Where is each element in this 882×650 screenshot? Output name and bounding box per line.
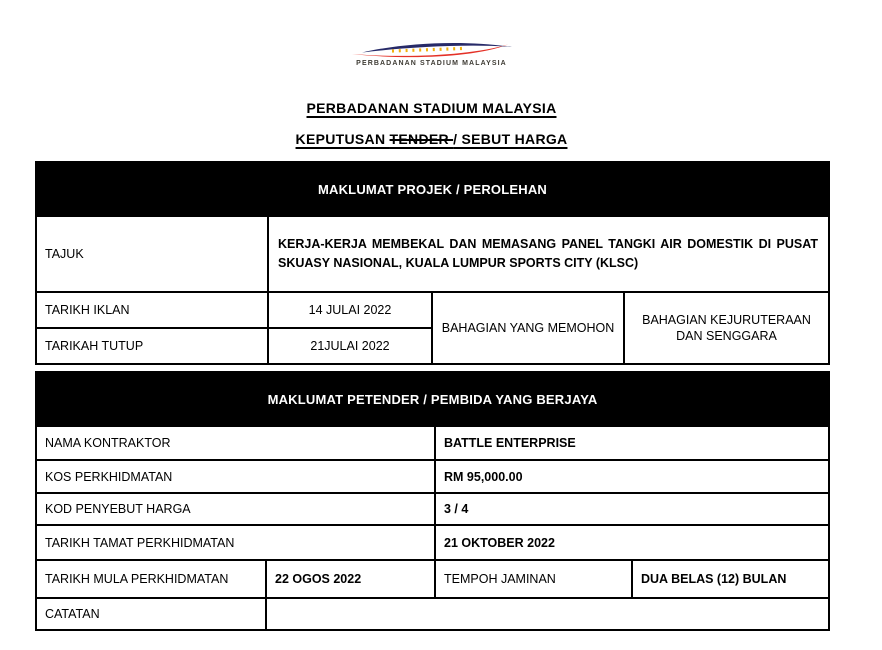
subtitle-suffix: / SEBUT HARGA xyxy=(453,131,568,147)
project-table-header-row xyxy=(36,162,829,216)
tarikh-tamat-label: TARIKH TAMAT PERKHIDMATAN xyxy=(36,525,435,560)
catatan-label: CATATAN xyxy=(36,598,266,630)
table-row-kod-penyebut-harga xyxy=(36,493,829,525)
stadium-swoosh-icon xyxy=(350,40,514,58)
bahagian-memohon-value: BAHAGIAN KEJURUTERAAN DAN SENGGARA xyxy=(624,292,829,364)
tempoh-jaminan-label: TEMPOH JAMINAN xyxy=(435,560,632,598)
tarikh-mula-label: TARIKH MULA PERKHIDMATAN xyxy=(36,560,266,598)
tarikah-tutup-value: 21JULAI 2022 xyxy=(268,328,432,364)
project-table xyxy=(35,161,830,365)
logo-wordmark: PERBADANAN STADIUM MALAYSIA xyxy=(356,60,507,67)
table-row-catatan xyxy=(36,598,829,630)
subtitle-strikethrough-word: TENDER xyxy=(389,131,454,147)
table-row-tajuk xyxy=(36,216,829,292)
table-row-tarikh-mula xyxy=(36,560,829,598)
psm-logo xyxy=(35,0,828,67)
subtitle-prefix: KEPUTUSAN xyxy=(295,131,390,147)
page-subtitle xyxy=(35,131,828,147)
tarikah-tutup-label: TARIKAH TUTUP xyxy=(36,328,268,364)
kos-perkhidmatan-value: RM 95,000.00 xyxy=(435,460,829,493)
kos-perkhidmatan-label: KOS PERKHIDMATAN xyxy=(36,460,435,493)
winner-table-header-row xyxy=(36,372,829,426)
table-row-tarikh-tamat xyxy=(36,525,829,560)
kod-penyebut-harga-value: 3 / 4 xyxy=(435,493,829,525)
tempoh-jaminan-value: DUA BELAS (12) BULAN xyxy=(632,560,829,598)
winner-table xyxy=(35,371,830,631)
kod-penyebut-harga-label: KOD PENYEBUT HARGA xyxy=(36,493,435,525)
catatan-value xyxy=(266,598,829,630)
page-title: PERBADANAN STADIUM MALAYSIA xyxy=(306,100,557,116)
winner-table-header: MAKLUMAT PETENDER / PEMBIDA YANG BERJAYA xyxy=(36,372,829,426)
bahagian-memohon-label: BAHAGIAN YANG MEMOHON xyxy=(432,292,624,364)
table-row-tarikh-iklan xyxy=(36,292,829,328)
tarikh-iklan-label: TARIKH IKLAN xyxy=(36,292,268,328)
nama-kontraktor-label: NAMA KONTRAKTOR xyxy=(36,426,435,460)
table-row-kos-perkhidmatan xyxy=(36,460,829,493)
tarikh-iklan-value: 14 JULAI 2022 xyxy=(268,292,432,328)
tajuk-value: KERJA-KERJA MEMBEKAL DAN MEMASANG PANEL TANGKI AIR DOMESTIK DI PUSAT SKUASY NASIONAL, KUALA LUMPUR SPORTS CITY (KLSC) xyxy=(268,216,829,292)
tarikh-mula-value: 22 OGOS 2022 xyxy=(266,560,435,598)
nama-kontraktor-value: BATTLE ENTERPRISE xyxy=(435,426,829,460)
document-content xyxy=(35,0,828,631)
table-row-nama-kontraktor xyxy=(36,426,829,460)
tarikh-tamat-value: 21 OKTOBER 2022 xyxy=(435,525,829,560)
project-table-header: MAKLUMAT PROJEK / PEROLEHAN xyxy=(36,162,829,216)
tajuk-label: TAJUK xyxy=(36,216,268,292)
